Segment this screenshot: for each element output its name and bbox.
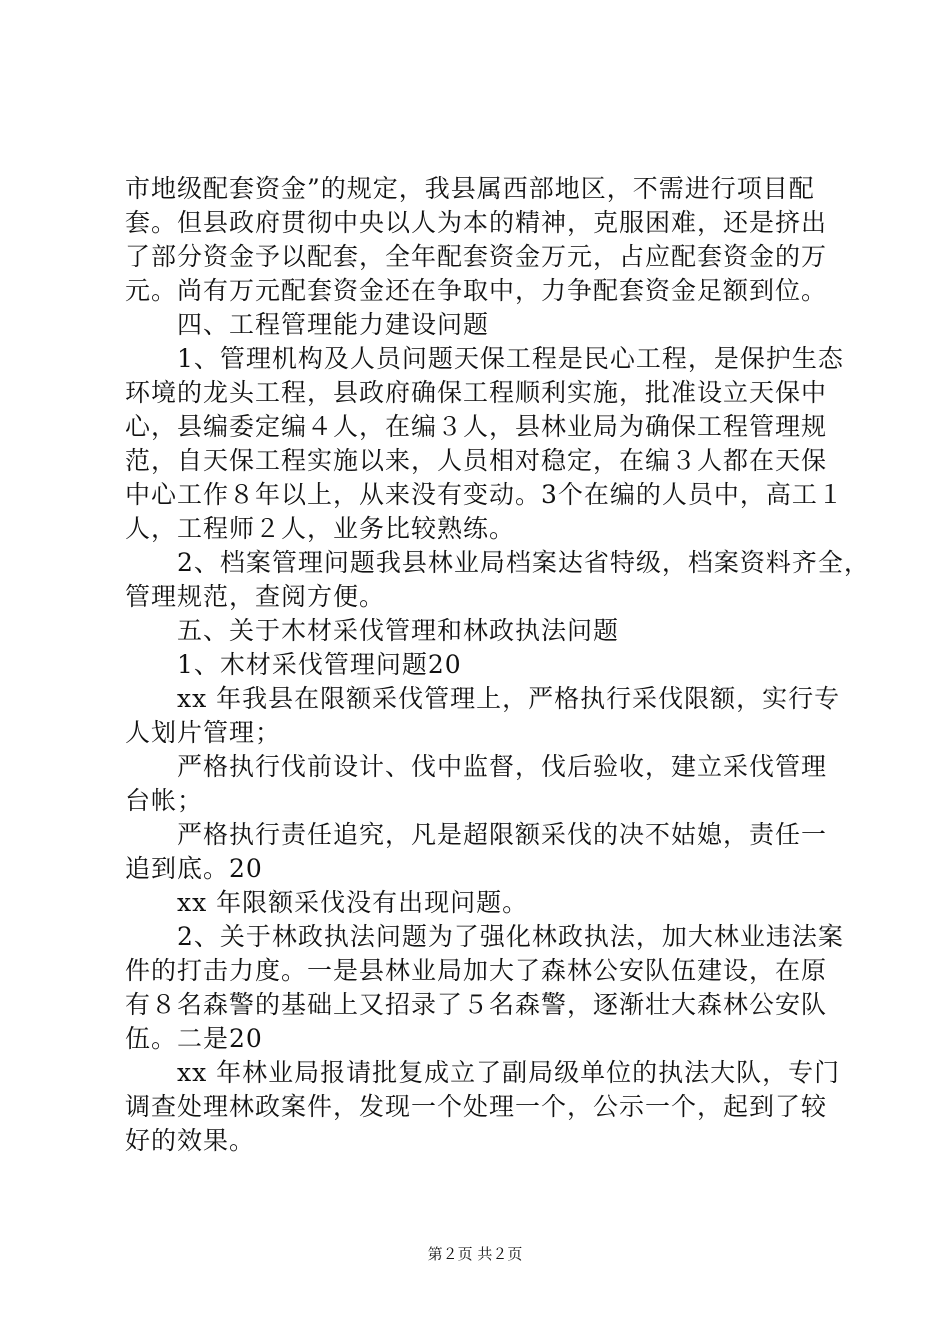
section-heading: 四、工程管理能力建设问题: [177, 310, 490, 339]
body-line: 追到底。20: [125, 854, 263, 883]
page-footer: 第２页 共２页: [427, 1245, 523, 1263]
body-line: xx 年林业局报请批复成立了副局级单位的执法大队，专门: [177, 1058, 841, 1087]
body-line: 管理规范，查阅方便。: [125, 582, 386, 611]
body-line: 2、关于林政执法问题为了强化林政执法，加大林业违法案: [177, 922, 844, 951]
body-line: xx 年我县在限额采伐管理上，严格执行采伐限额，实行专: [177, 684, 841, 713]
body-line: 心，县编委定编４人，在编３人，县林业局为确保工程管理规: [125, 412, 828, 441]
body-line: 好的效果。: [125, 1126, 256, 1155]
body-line: 伍。二是20: [125, 1024, 263, 1053]
body-line: 调查处理林政案件，发现一个处理一个，公示一个，起到了较: [125, 1092, 828, 1121]
body-line: 有８名森警的基础上又招录了５名森警，逐渐壮大森林公安队: [125, 990, 828, 1019]
body-line: 元。尚有万元配套资金还在争取中，力争配套资金足额到位。: [125, 276, 828, 305]
body-line: 市地级配套资金”的规定，我县属西部地区，不需进行项目配: [125, 174, 815, 203]
body-line: 1、管理机构及人员问题天保工程是民心工程，是保护生态: [177, 344, 844, 373]
body-line: 件的打击力度。一是县林业局加大了森林公安队伍建设，在原: [125, 956, 828, 985]
body-line: 套。但县政府贯彻中央以人为本的精神，克服困难，还是挤出: [125, 208, 828, 237]
body-line: 中心工作８年以上，从来没有变动。3个在编的人员中，高工１: [125, 480, 844, 509]
body-line: 2、档案管理问题我县林业局档案达省特级，档案资料齐全，: [177, 548, 870, 577]
body-line: 台帐；: [125, 786, 204, 815]
body-line: 人划片管理；: [125, 718, 282, 747]
body-line: 严格执行责任追究，凡是超限额采伐的决不姑媳，责任一: [177, 820, 828, 849]
document-body: [125, 172, 870, 1158]
body-line: 环境的龙头工程，县政府确保工程顺利实施，批准设立天保中: [125, 378, 828, 407]
section-heading: 五、关于木材采伐管理和林政执法问题: [177, 616, 620, 645]
body-line: 了部分资金予以配套，全年配套资金万元，占应配套资金的万: [125, 242, 828, 271]
body-line: xx 年限额采伐没有出现问题。: [177, 888, 529, 917]
body-line: 人，工程师２人，业务比较熟练。: [125, 514, 516, 543]
body-line: 1、木材采伐管理问题20: [177, 650, 462, 679]
body-line: 范，自天保工程实施以来，人员相对稳定，在编３人都在天保: [125, 446, 828, 475]
body-line: 严格执行伐前设计、伐中监督，伐后验收，建立采伐管理: [177, 752, 828, 781]
